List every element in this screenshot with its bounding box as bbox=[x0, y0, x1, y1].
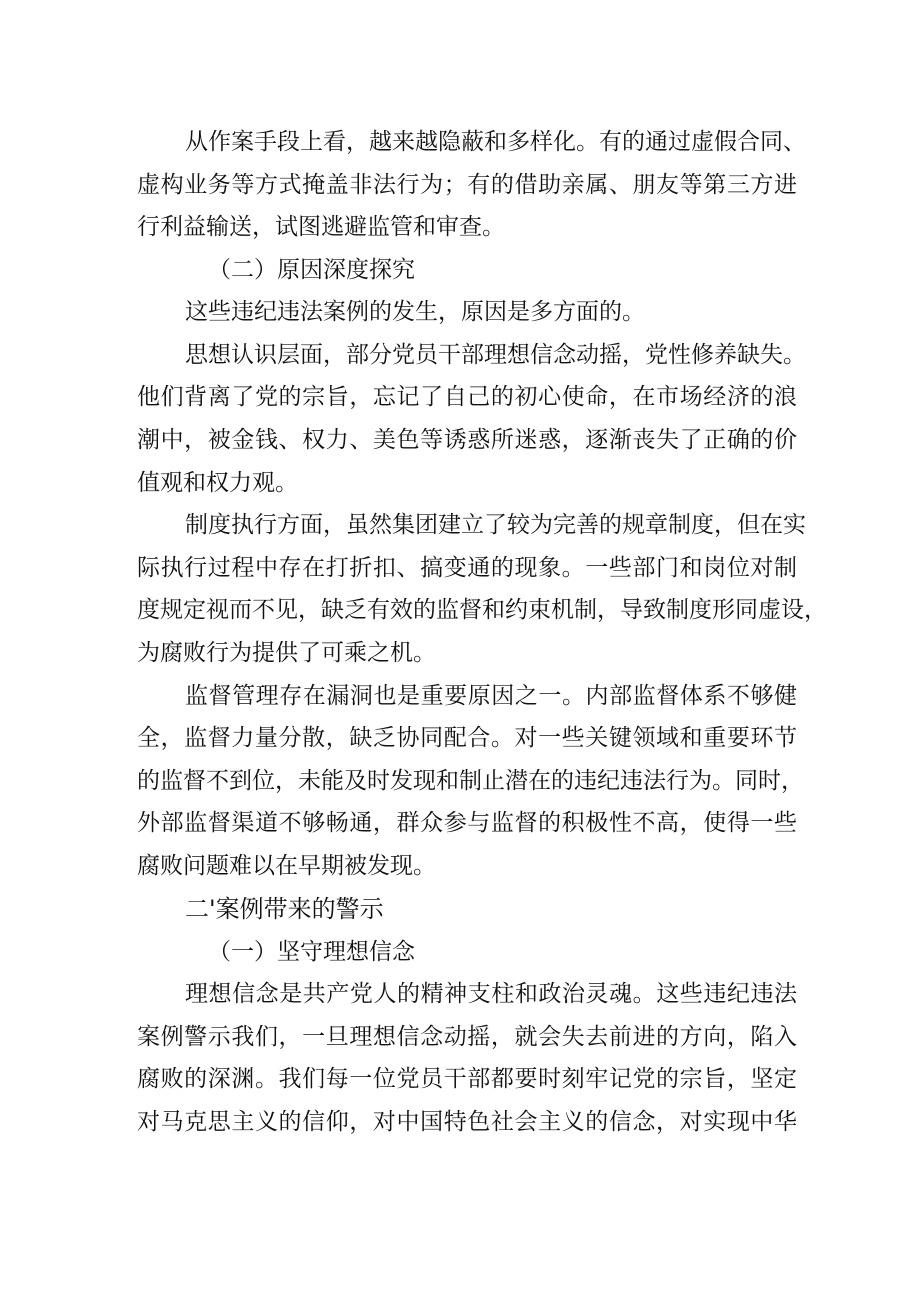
text-line: 他们背离了党的宗旨，忘记了自己的初心使命，在市场经济的浪 bbox=[137, 384, 797, 410]
text-line: 腐败的深渊。我们每一位党员干部都要时刻牢记党的宗旨，坚定 bbox=[137, 1066, 797, 1092]
text-line: 理想信念是共产党人的精神支柱和政治灵魂。这些违纪违法 bbox=[185, 981, 797, 1007]
text-line: 制度执行方面，虽然集团建立了较为完善的规章制度，但在实 bbox=[185, 512, 806, 538]
text-line: 度规定视而不见，缺乏有效的监督和约束机制，导致制度形同虚设， bbox=[137, 597, 827, 623]
text-line: 监督管理存在漏洞也是重要原因之一。内部监督体系不够健 bbox=[185, 683, 797, 709]
text-line: 为腐败行为提供了可乘之机。 bbox=[137, 640, 436, 666]
text-line: 的监督不到位，未能及时发现和制止潜在的违纪违法行为。同时， bbox=[137, 768, 804, 794]
subheading-ideals: （一）坚守理想信念 bbox=[208, 939, 415, 965]
text-line: 际执行过程中存在打折扣、搞变通的现象。一些部门和岗位对制 bbox=[137, 555, 797, 581]
text-line: 案例警示我们，一旦理想信念动摇，就会失去前进的方向，陷入 bbox=[137, 1024, 797, 1050]
text-line: 外部监督渠道不够畅通，群众参与监督的积极性不高，使得一些 bbox=[137, 810, 797, 836]
section-heading-warnings: 二'案例带来的警示 bbox=[185, 895, 384, 923]
text-line: 虚构业务等方式掩盖非法行为；有的借助亲属、朋友等第三方进 bbox=[137, 172, 797, 198]
text-line: 从作案手段上看，越来越隐蔽和多样化。有的通过虚假合同、 bbox=[185, 129, 806, 155]
text-line: 对马克思主义的信仰，对中国特色社会主义的信念，对实现中华 bbox=[137, 1109, 797, 1135]
text-line: 值观和权力观。 bbox=[137, 470, 298, 496]
subheading-cause-analysis: （二）原因深度探究 bbox=[208, 257, 415, 283]
text-line: 潮中，被金钱、权力、美色等诱惑所迷惑，逐渐丧失了正确的价 bbox=[137, 427, 797, 453]
text-line: 腐败问题难以在早期被发现。 bbox=[137, 853, 436, 879]
text-line: 思想认识层面，部分党员干部理想信念动摇，党性修养缺失。 bbox=[185, 342, 806, 368]
text-line: 行利益输送，试图逃避监管和审查。 bbox=[137, 214, 505, 240]
paragraph-causes-intro: 这些违纪违法案例的发生，原因是多方面的。 bbox=[185, 299, 645, 325]
text-line: 全，监督力量分散，缺乏协同配合。对一些关键领域和重要环节 bbox=[137, 725, 797, 751]
